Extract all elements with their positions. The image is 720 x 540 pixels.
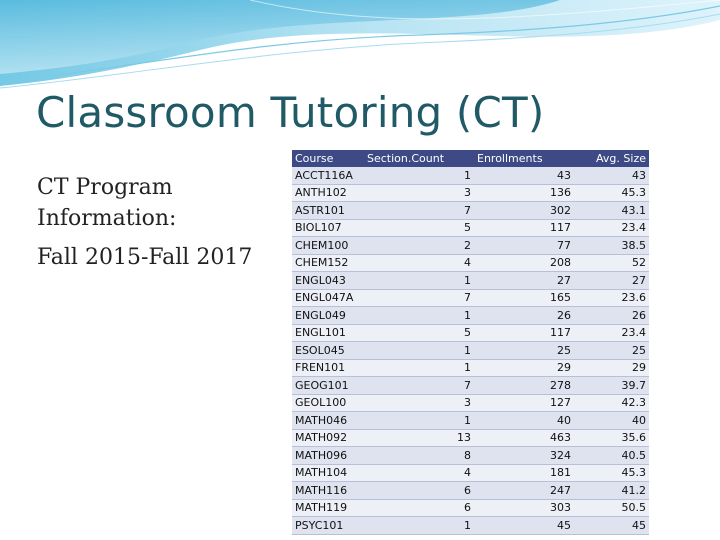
cell-avg-size: 40 — [574, 412, 649, 430]
cell-avg-size: 23.6 — [574, 289, 649, 307]
cell-avg-size: 39.7 — [574, 377, 649, 395]
cell-enrollments: 26 — [474, 307, 574, 325]
table-row — [292, 307, 649, 325]
cell-enrollments: 77 — [474, 237, 574, 255]
cell-enrollments: 29 — [474, 359, 574, 377]
cell-avg-size: 25 — [574, 342, 649, 360]
cell-section-count: 1 — [364, 412, 474, 430]
cell-course: MATH092 — [292, 429, 364, 447]
cell-course: ANTH102 — [292, 184, 364, 202]
cell-course: MATH119 — [292, 499, 364, 517]
cell-section-count: 6 — [364, 482, 474, 500]
cell-enrollments: 117 — [474, 324, 574, 342]
cell-avg-size: 29 — [574, 359, 649, 377]
table-row — [292, 377, 649, 395]
cell-avg-size: 45.3 — [574, 184, 649, 202]
cell-course: FREN101 — [292, 359, 364, 377]
cell-enrollments: 43 — [474, 167, 574, 184]
table-row — [292, 429, 649, 447]
header-course: Course — [292, 150, 364, 167]
table-row — [292, 499, 649, 517]
table-row — [292, 412, 649, 430]
table-row — [292, 517, 649, 535]
cell-enrollments: 463 — [474, 429, 574, 447]
cell-enrollments: 278 — [474, 377, 574, 395]
cell-enrollments: 40 — [474, 412, 574, 430]
cell-enrollments: 136 — [474, 184, 574, 202]
cell-section-count: 3 — [364, 184, 474, 202]
cell-course: ENGL101 — [292, 324, 364, 342]
cell-section-count: 5 — [364, 219, 474, 237]
cell-course: MATH104 — [292, 464, 364, 482]
program-info — [37, 172, 267, 273]
cell-section-count: 2 — [364, 237, 474, 255]
cell-course: GEOG101 — [292, 377, 364, 395]
cell-section-count: 7 — [364, 377, 474, 395]
cell-enrollments: 25 — [474, 342, 574, 360]
table-row — [292, 394, 649, 412]
table-row — [292, 359, 649, 377]
cell-avg-size: 43 — [574, 167, 649, 184]
cell-section-count: 3 — [364, 394, 474, 412]
cell-course: MATH096 — [292, 447, 364, 465]
table-row — [292, 237, 649, 255]
table-row — [292, 167, 649, 184]
cell-avg-size: 23.4 — [574, 324, 649, 342]
cell-avg-size: 43.1 — [574, 202, 649, 220]
cell-avg-size: 42.3 — [574, 394, 649, 412]
cell-course: CHEM152 — [292, 254, 364, 272]
table-body — [292, 167, 649, 534]
slide-title: Classroom Tutoring (CT) — [36, 88, 545, 137]
cell-enrollments: 165 — [474, 289, 574, 307]
tutoring-table — [292, 150, 649, 535]
cell-course: ASTR101 — [292, 202, 364, 220]
cell-course: PSYC101 — [292, 517, 364, 535]
cell-enrollments: 302 — [474, 202, 574, 220]
cell-enrollments: 127 — [474, 394, 574, 412]
cell-section-count: 7 — [364, 202, 474, 220]
cell-avg-size: 45.3 — [574, 464, 649, 482]
decorative-wave-banner — [0, 0, 720, 90]
cell-avg-size: 27 — [574, 272, 649, 290]
table-row — [292, 202, 649, 220]
table-row — [292, 342, 649, 360]
table-row — [292, 184, 649, 202]
cell-course: CHEM100 — [292, 237, 364, 255]
cell-enrollments: 208 — [474, 254, 574, 272]
cell-avg-size: 35.6 — [574, 429, 649, 447]
cell-section-count: 1 — [364, 517, 474, 535]
cell-course: ENGL043 — [292, 272, 364, 290]
cell-course: ENGL047A — [292, 289, 364, 307]
cell-section-count: 4 — [364, 254, 474, 272]
cell-section-count: 1 — [364, 359, 474, 377]
table-row — [292, 254, 649, 272]
cell-course: ESOL045 — [292, 342, 364, 360]
cell-enrollments: 247 — [474, 482, 574, 500]
info-line-term: Fall 2015-Fall 2017 — [37, 245, 253, 270]
tutoring-table-container — [292, 150, 649, 535]
cell-avg-size: 38.5 — [574, 237, 649, 255]
cell-enrollments: 324 — [474, 447, 574, 465]
header-enrollments: Enrollments — [474, 150, 574, 167]
cell-course: GEOL100 — [292, 394, 364, 412]
cell-enrollments: 303 — [474, 499, 574, 517]
table-row — [292, 289, 649, 307]
cell-course: ENGL049 — [292, 307, 364, 325]
cell-enrollments: 117 — [474, 219, 574, 237]
cell-course: ACCT116A — [292, 167, 364, 184]
cell-avg-size: 26 — [574, 307, 649, 325]
cell-section-count: 1 — [364, 307, 474, 325]
table-row — [292, 324, 649, 342]
cell-section-count: 5 — [364, 324, 474, 342]
cell-enrollments: 27 — [474, 272, 574, 290]
cell-section-count: 1 — [364, 167, 474, 184]
cell-enrollments: 181 — [474, 464, 574, 482]
cell-avg-size: 50.5 — [574, 499, 649, 517]
cell-avg-size: 45 — [574, 517, 649, 535]
table-row — [292, 219, 649, 237]
cell-section-count: 1 — [364, 342, 474, 360]
cell-section-count: 4 — [364, 464, 474, 482]
cell-section-count: 7 — [364, 289, 474, 307]
table-row — [292, 272, 649, 290]
cell-enrollments: 45 — [474, 517, 574, 535]
table-row — [292, 464, 649, 482]
cell-course: BIOL107 — [292, 219, 364, 237]
cell-course: MATH116 — [292, 482, 364, 500]
cell-section-count: 8 — [364, 447, 474, 465]
table-row — [292, 482, 649, 500]
table-header-row — [292, 150, 649, 167]
cell-section-count: 1 — [364, 272, 474, 290]
cell-section-count: 6 — [364, 499, 474, 517]
cell-avg-size: 41.2 — [574, 482, 649, 500]
header-avg-size: Avg. Size — [574, 150, 649, 167]
table-row — [292, 447, 649, 465]
cell-avg-size: 40.5 — [574, 447, 649, 465]
cell-course: MATH046 — [292, 412, 364, 430]
cell-section-count: 13 — [364, 429, 474, 447]
header-section-count: Section.Count — [364, 150, 474, 167]
info-line-program: CT Program Information: — [37, 175, 177, 231]
cell-avg-size: 52 — [574, 254, 649, 272]
cell-avg-size: 23.4 — [574, 219, 649, 237]
